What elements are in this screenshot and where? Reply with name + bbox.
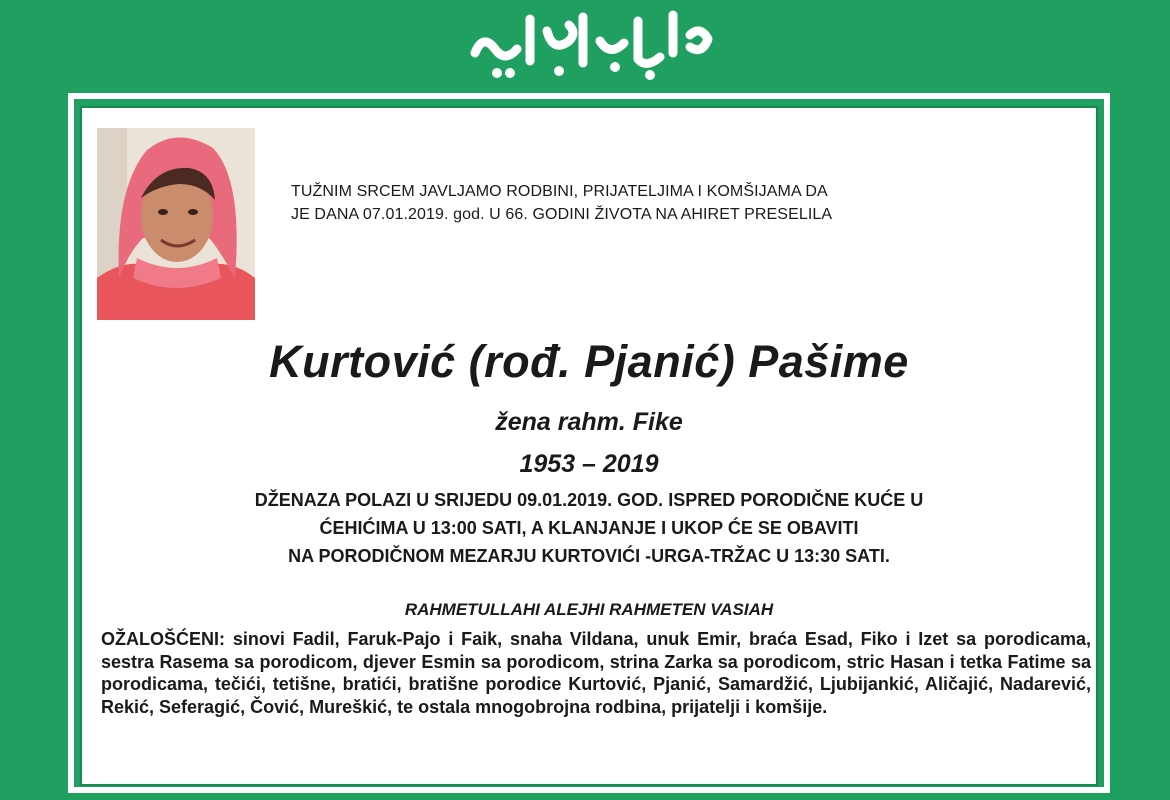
mourners-list <box>101 628 1091 718</box>
intro-line-2: JE DANA 07.01.2019. god. U 66. GODINI ŽIVOTA NA AHIRET PRESELILA <box>291 206 833 223</box>
header-calligraphy <box>0 0 1170 92</box>
deceased-photo <box>97 128 255 320</box>
prayer-line: RAHMETULLAHI ALEJHI RAHMETEN VASIAH <box>404 600 774 619</box>
mourners-label: OŽALOŠĆENI: <box>101 629 225 649</box>
calligraphy-icon <box>435 1 735 91</box>
deceased-relation: žena rahm. Fike <box>495 408 683 436</box>
deceased-years: 1953 – 2019 <box>519 450 659 478</box>
funeral-details <box>80 486 1098 570</box>
intro-text <box>291 180 1031 226</box>
funeral-line-2: ĆEHIĆIMA U 13:00 SATI, A KLANJANJE I UKOP ĆE SE OBAVITI <box>319 518 859 538</box>
deceased-name: Kurtović (rođ. Pjanić) Pašime <box>269 336 909 387</box>
intro-line-1: TUŽNIM SRCEM JAVLJAMO RODBINI, PRIJATELJIMA I KOMŠIJAMA DA <box>291 183 828 200</box>
portrait-photo-icon <box>97 128 255 320</box>
funeral-line-1: DŽENAZA POLAZI U SRIJEDU 09.01.2019. GOD. ISPRED PORODIČNE KUĆE U <box>254 490 924 510</box>
funeral-line-3: NA PORODIČNOM MEZARJU KURTOVIĆI -URGA-TRŽAC U 13:30 SATI. <box>288 546 890 566</box>
mourners-text: sinovi Fadil, Faruk-Pajo i Faik, snaha Vildana, unuk Emir, braća Esad, Fiko i Izet sa porodicama, sestra Rasema sa porodicom, djever Esmin sa porodicom, strina Zarka sa porodicom, stric Hasan i tetka Fatime sa porodicama, tečići, tetišne, bratići, bratišne porodice Kurtović, Pjanić, Samardžić, Ljubijankić, Aličajić, Nadarević, Rekić, Seferagić, Čović, Mureškić, te ostala mnogobrojna rodbina, prijatelji i komšije. <box>101 629 1091 717</box>
